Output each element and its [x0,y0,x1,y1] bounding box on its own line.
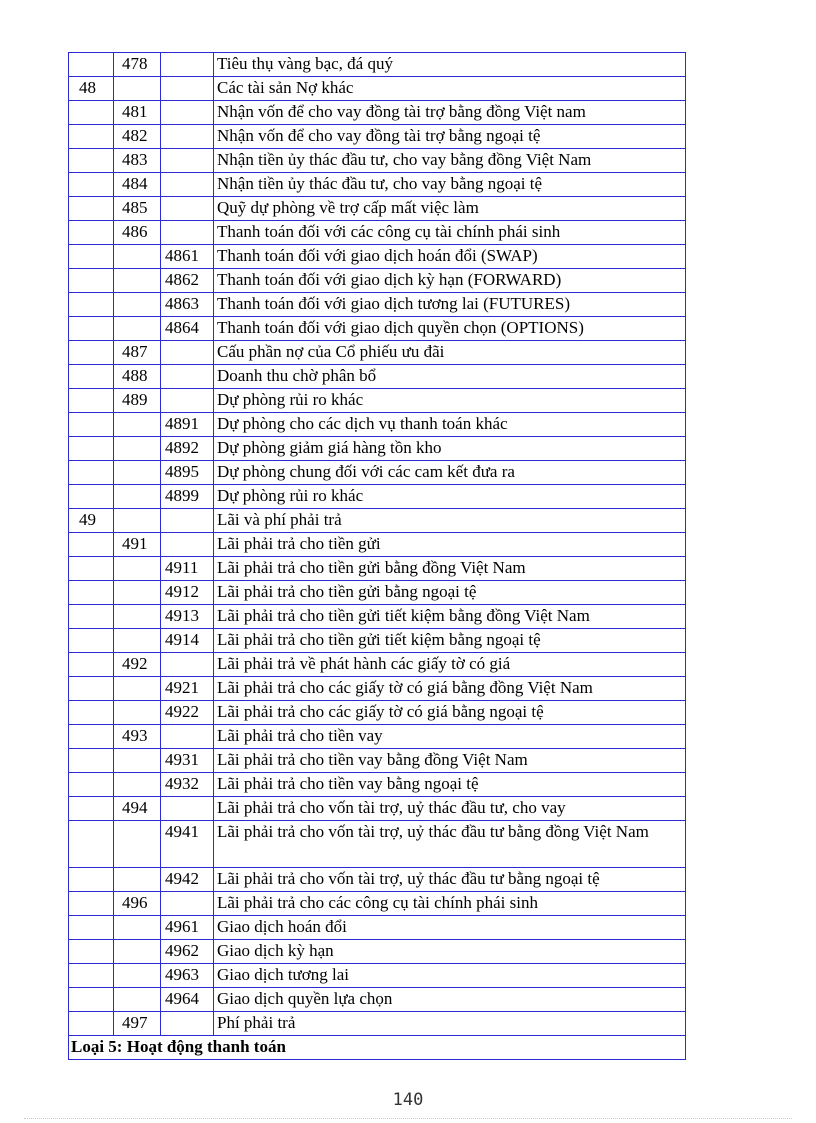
account-level1-cell [69,653,114,677]
account-level3-cell: 4863 [161,293,214,317]
table-row [69,557,686,581]
account-level1-cell [69,677,114,701]
account-name-cell: Dự phòng cho các dịch vụ thanh toán khác [214,413,686,437]
account-name-cell: Lãi phải trả cho tiền gửi tiết kiệm bằng đồng Việt Nam [214,605,686,629]
account-name-cell: Lãi phải trả cho tiền gửi [214,533,686,557]
account-level1-cell [69,701,114,725]
account-level2-cell: 491 [114,533,161,557]
account-level3-cell: 4922 [161,701,214,725]
account-level3-cell [161,797,214,821]
account-name-cell: Lãi phải trả cho tiền gửi bằng ngoại tệ [214,581,686,605]
account-name-cell: Lãi phải trả cho tiền gửi tiết kiệm bằng ngoại tệ [214,629,686,653]
account-level3-cell: 4913 [161,605,214,629]
account-level3-cell: 4862 [161,269,214,293]
account-name-cell: Lãi phải trả cho các công cụ tài chính phái sinh [214,892,686,916]
table-row [69,77,686,101]
table-row [69,868,686,892]
account-level1-cell [69,821,114,868]
table-row [69,797,686,821]
account-level3-cell [161,653,214,677]
table-row [69,533,686,557]
table-row [69,221,686,245]
account-level2-cell [114,413,161,437]
account-level1-cell [69,437,114,461]
account-name-cell: Lãi phải trả cho vốn tài trợ, uỷ thác đầu tư bằng đồng Việt Nam [214,821,686,868]
account-level2-cell [114,821,161,868]
account-level3-cell [161,892,214,916]
account-level1-cell [69,533,114,557]
table-row [69,389,686,413]
account-level2-cell [114,988,161,1012]
account-level3-cell: 4861 [161,245,214,269]
account-level1-cell [69,964,114,988]
account-level3-cell: 4899 [161,485,214,509]
account-name-cell: Giao dịch kỳ hạn [214,940,686,964]
account-level2-cell: 484 [114,173,161,197]
account-name-cell: Nhận tiền ủy thác đầu tư, cho vay bằng đồng Việt Nam [214,149,686,173]
account-level2-cell: 494 [114,797,161,821]
account-level1-cell [69,581,114,605]
account-level2-cell: 482 [114,125,161,149]
account-level2-cell: 496 [114,892,161,916]
account-level1-cell [69,797,114,821]
account-level1-cell [69,940,114,964]
account-level3-cell [161,365,214,389]
account-level3-cell [161,221,214,245]
account-name-cell: Lãi và phí phải trả [214,509,686,533]
account-name-cell: Các tài sản Nợ khác [214,77,686,101]
account-level3-cell [161,341,214,365]
account-level2-cell [114,437,161,461]
account-name-cell: Thanh toán đối với giao dịch kỳ hạn (FORWARD) [214,269,686,293]
account-level2-cell [114,916,161,940]
account-level2-cell: 488 [114,365,161,389]
account-level2-cell [114,485,161,509]
table-row [69,916,686,940]
account-level1-cell [69,53,114,77]
account-level1-cell [69,317,114,341]
account-level2-cell [114,964,161,988]
account-level3-cell: 4892 [161,437,214,461]
account-level2-cell [114,509,161,533]
account-name-cell: Lãi phải trả cho tiền gửi bằng đồng Việt Nam [214,557,686,581]
account-level3-cell [161,53,214,77]
account-level3-cell: 4964 [161,988,214,1012]
account-level2-cell [114,77,161,101]
account-level1-cell [69,245,114,269]
page-footer-rule [24,1118,792,1119]
account-level2-cell [114,293,161,317]
table-row [69,964,686,988]
account-level2-cell [114,317,161,341]
table-row [69,101,686,125]
account-level3-cell: 4931 [161,749,214,773]
account-name-cell: Lãi phải trả cho tiền vay [214,725,686,749]
section-heading: Loại 5: Hoạt động thanh toán [69,1036,686,1060]
account-name-cell: Dự phòng chung đối với các cam kết đưa ra [214,461,686,485]
table-row [69,293,686,317]
account-level1-cell: 48 [69,77,114,101]
account-level1-cell [69,101,114,125]
account-level3-cell: 4932 [161,773,214,797]
account-level1-cell [69,749,114,773]
account-level1-cell [69,173,114,197]
account-level2-cell: 489 [114,389,161,413]
account-level1-cell [69,413,114,437]
account-name-cell: Lãi phải trả cho tiền vay bằng đồng Việt Nam [214,749,686,773]
account-name-cell: Lãi phải trả cho các giấy tờ có giá bằng ngoại tệ [214,701,686,725]
account-level3-cell: 4891 [161,413,214,437]
table-row [69,749,686,773]
account-level3-cell [161,77,214,101]
account-level2-cell [114,629,161,653]
table-row [69,437,686,461]
account-name-cell: Tiêu thụ vàng bạc, đá quý [214,53,686,77]
account-level1-cell [69,485,114,509]
account-name-cell: Giao dịch tương lai [214,964,686,988]
table-row [69,173,686,197]
account-level2-cell [114,868,161,892]
account-level1-cell [69,916,114,940]
account-level2-cell [114,557,161,581]
table-row [69,509,686,533]
account-level1-cell [69,269,114,293]
account-level1-cell [69,365,114,389]
table-row [69,365,686,389]
table-row [69,677,686,701]
table-row [69,125,686,149]
table-row [69,317,686,341]
account-level2-cell: 485 [114,197,161,221]
account-level3-cell: 4912 [161,581,214,605]
account-level1-cell [69,149,114,173]
table-row [69,53,686,77]
account-level1-cell: 49 [69,509,114,533]
account-name-cell: Nhận vốn để cho vay đồng tài trợ bằng ngoại tệ [214,125,686,149]
page-number: 140 [392,1090,424,1110]
account-name-cell: Dự phòng rủi ro khác [214,389,686,413]
table-row [69,940,686,964]
account-level2-cell: 492 [114,653,161,677]
account-level2-cell [114,940,161,964]
account-level3-cell [161,725,214,749]
account-level1-cell [69,389,114,413]
account-name-cell: Lãi phải trả về phát hành các giấy tờ có giá [214,653,686,677]
table-row [69,485,686,509]
account-level1-cell [69,125,114,149]
account-level2-cell [114,605,161,629]
account-level3-cell: 4911 [161,557,214,581]
account-level3-cell: 4962 [161,940,214,964]
account-level3-cell: 4941 [161,821,214,868]
account-level3-cell [161,101,214,125]
account-name-cell: Thanh toán đối với các công cụ tài chính phái sinh [214,221,686,245]
section-heading-row [69,1036,686,1060]
account-level2-cell: 497 [114,1012,161,1036]
table-row [69,773,686,797]
account-name-cell: Thanh toán đối với giao dịch tương lai (FUTURES) [214,293,686,317]
account-level3-cell [161,173,214,197]
account-level3-cell [161,125,214,149]
account-name-cell: Lãi phải trả cho vốn tài trợ, uỷ thác đầu tư bằng ngoại tệ [214,868,686,892]
account-level1-cell [69,1012,114,1036]
account-level1-cell [69,773,114,797]
account-level3-cell: 4921 [161,677,214,701]
account-name-cell: Giao dịch hoán đổi [214,916,686,940]
account-level3-cell [161,149,214,173]
account-level3-cell: 4942 [161,868,214,892]
table-body [69,53,686,1060]
account-name-cell: Quỹ dự phòng về trợ cấp mất việc làm [214,197,686,221]
account-name-cell: Phí phải trả [214,1012,686,1036]
account-level2-cell [114,773,161,797]
table-row [69,413,686,437]
account-level2-cell [114,749,161,773]
account-level3-cell [161,533,214,557]
account-level1-cell [69,605,114,629]
account-level2-cell: 493 [114,725,161,749]
table-row [69,892,686,916]
account-level1-cell [69,868,114,892]
account-name-cell: Lãi phải trả cho tiền vay bằng ngoại tệ [214,773,686,797]
account-level2-cell: 483 [114,149,161,173]
account-level1-cell [69,197,114,221]
account-level2-cell: 478 [114,53,161,77]
account-level3-cell: 4963 [161,964,214,988]
account-level2-cell: 481 [114,101,161,125]
account-level2-cell [114,269,161,293]
account-name-cell: Doanh thu chờ phân bổ [214,365,686,389]
table-row [69,149,686,173]
account-name-cell: Giao dịch quyền lựa chọn [214,988,686,1012]
account-level2-cell: 486 [114,221,161,245]
table-row [69,341,686,365]
table-row [69,701,686,725]
account-level2-cell: 487 [114,341,161,365]
account-level1-cell [69,341,114,365]
table-row [69,605,686,629]
account-name-cell: Dự phòng rủi ro khác [214,485,686,509]
account-name-cell: Nhận vốn để cho vay đồng tài trợ bằng đồng Việt nam [214,101,686,125]
account-level3-cell: 4895 [161,461,214,485]
account-level1-cell [69,557,114,581]
table-row [69,821,686,868]
table-row [69,197,686,221]
account-level1-cell [69,221,114,245]
account-level3-cell [161,197,214,221]
account-level2-cell [114,701,161,725]
table-row [69,653,686,677]
account-level2-cell [114,461,161,485]
table-row [69,461,686,485]
account-level2-cell [114,245,161,269]
table-row [69,1012,686,1036]
account-level3-cell: 4961 [161,916,214,940]
account-name-cell: Thanh toán đối với giao dịch quyền chọn (OPTIONS) [214,317,686,341]
account-level3-cell [161,389,214,413]
account-level1-cell [69,988,114,1012]
account-name-cell: Lãi phải trả cho các giấy tờ có giá bằng đồng Việt Nam [214,677,686,701]
table-row [69,725,686,749]
account-level1-cell [69,892,114,916]
account-name-cell: Thanh toán đối với giao dịch hoán đổi (SWAP) [214,245,686,269]
account-name-cell: Dự phòng giảm giá hàng tồn kho [214,437,686,461]
account-level2-cell [114,581,161,605]
account-name-cell: Nhận tiền ủy thác đầu tư, cho vay bằng ngoại tệ [214,173,686,197]
account-level2-cell [114,677,161,701]
account-level3-cell: 4914 [161,629,214,653]
account-level3-cell [161,509,214,533]
table-row [69,629,686,653]
account-level1-cell [69,461,114,485]
account-level3-cell [161,1012,214,1036]
account-name-cell: Cấu phần nợ của Cổ phiếu ưu đãi [214,341,686,365]
account-level3-cell: 4864 [161,317,214,341]
table-row [69,988,686,1012]
account-level1-cell [69,725,114,749]
table-row [69,581,686,605]
table-row [69,245,686,269]
account-name-cell: Lãi phải trả cho vốn tài trợ, uỷ thác đầu tư, cho vay [214,797,686,821]
table-row [69,269,686,293]
account-level1-cell [69,293,114,317]
account-level1-cell [69,629,114,653]
account-code-table [68,52,686,1060]
